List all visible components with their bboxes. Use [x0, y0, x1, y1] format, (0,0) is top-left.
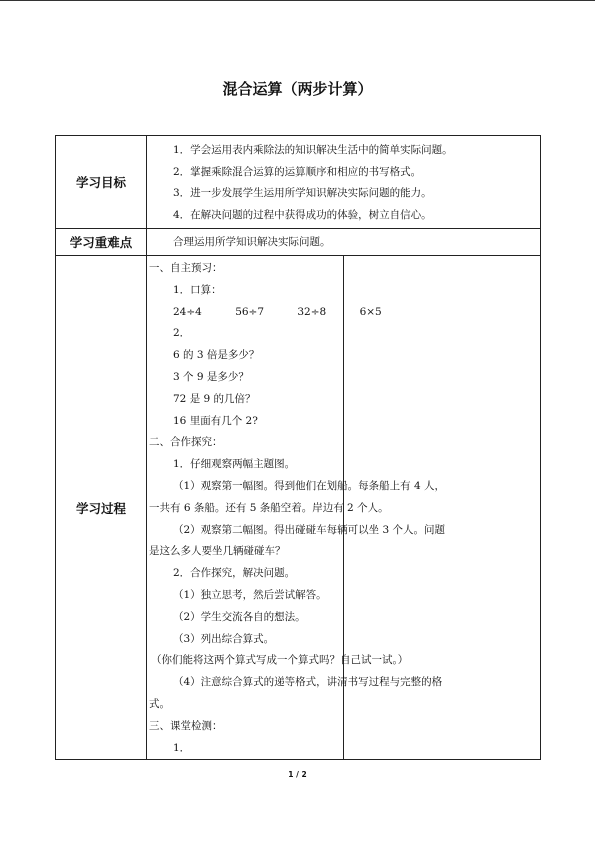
- oral-calc-title: 1．口算：: [173, 283, 222, 296]
- step-item: （2）学生交流各自的想法。: [173, 610, 306, 623]
- question-number: 2．: [173, 327, 191, 340]
- question-item: 72 是 9 的几倍？: [173, 392, 256, 405]
- question-item: 3 个 9 是多少？: [173, 370, 249, 383]
- goals-row: [56, 136, 541, 229]
- page-title: 混合运算（两步计算）: [222, 80, 373, 98]
- process-row: [56, 256, 541, 760]
- step-item-continued: 一共有 6 条船。还有 5 条船空着。岸边有 2 个人。: [149, 501, 389, 514]
- step-item: （1）观察第一幅图。得到他们在划船。每条船上有 4 人，: [173, 479, 446, 492]
- goals-content: [147, 136, 541, 229]
- oral-calc-row: [147, 302, 382, 324]
- step-item-continued: 是这么多人要坐几辆碰碰车？: [149, 545, 286, 558]
- key-points-text: 合理运用所学知识解决实际问题。: [173, 236, 331, 248]
- section-heading: 二、合作探究：: [149, 436, 223, 449]
- key-points-row: [56, 229, 541, 256]
- top-rule: [0, 0, 595, 1]
- section-heading: 三、课堂检测：: [149, 719, 223, 732]
- step-note: （你们能将这两个算式写成一个算式吗？自己试一试。）: [151, 654, 409, 667]
- goal-item: 2．掌握乘除混合运算的运算顺序和相应的书写格式。: [173, 165, 422, 178]
- step-item: （3）列出综合算式。: [173, 632, 275, 645]
- step-item: 1．仔细观察两幅主题图。: [173, 458, 296, 471]
- step-item: 1．: [173, 741, 191, 754]
- question-item: 6 的 3 倍是多少？: [173, 349, 260, 362]
- step-item: （1）独立思考，然后尝试解答。: [173, 588, 327, 601]
- process-label: 学习过程: [56, 256, 147, 760]
- goals-label: 学习目标: [56, 136, 147, 229]
- page-number: 1 / 2: [288, 770, 307, 779]
- oral-problem: 32÷8: [297, 305, 327, 318]
- goal-item: 4．在解决问题的过程中获得成功的体验，树立自信心。: [173, 208, 432, 221]
- goal-item: 3．进一步发展学生运用所学知识解决实际问题的能力。: [173, 187, 432, 199]
- oral-problem: 24÷4: [173, 305, 202, 318]
- key-points-content: [147, 229, 541, 256]
- step-item: （2）观察第二幅图。得出碰碰车每辆可以坐 3 个人。问题: [173, 523, 446, 536]
- oral-problem: 6×5: [359, 305, 382, 318]
- oral-problem: 56÷7: [235, 305, 265, 318]
- step-item-continued: 式。: [149, 697, 170, 710]
- process-content: [147, 256, 446, 760]
- key-points-label: 学习重难点: [56, 229, 147, 256]
- step-item: （4）注意综合算式的递等格式，讲清书写过程与完整的格: [173, 676, 443, 689]
- question-item: 16 里面有几个 2?: [173, 414, 258, 427]
- section-heading: 一、自主预习：: [149, 262, 223, 274]
- goal-item: 1．学会运用表内乘除法的知识解决生活中的简单实际问题。: [173, 144, 453, 156]
- step-item: 2．合作探究，解决问题。: [173, 567, 296, 580]
- lesson-plan-table: [55, 135, 541, 760]
